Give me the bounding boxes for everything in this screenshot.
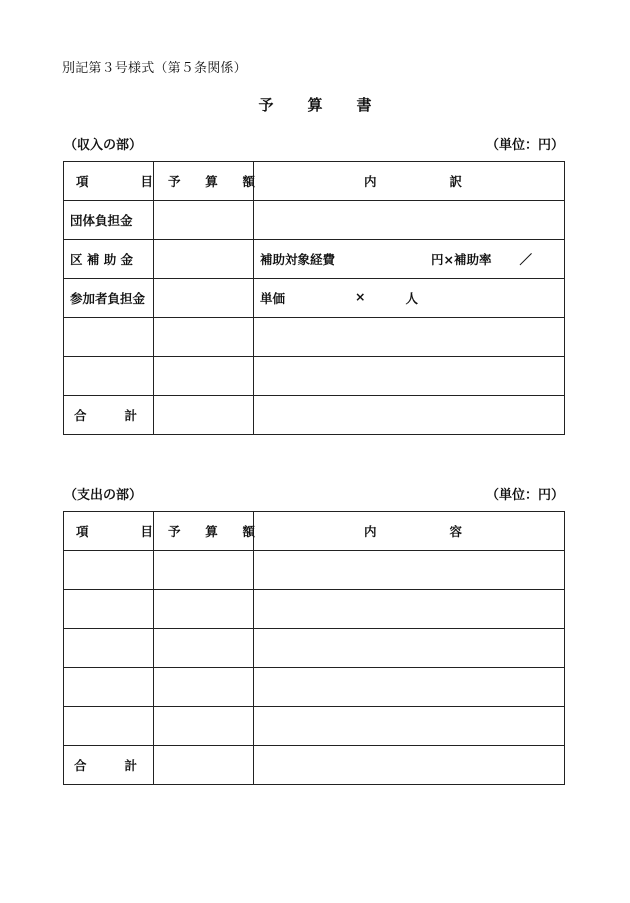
income-unit-label: （単位：円） — [485, 138, 564, 153]
detail-cell[interactable] — [254, 240, 565, 279]
table-row — [64, 279, 565, 318]
table-header-row — [64, 162, 565, 201]
item-cell: 参加者負担金 — [64, 279, 154, 318]
header-detail: 内 訳 — [254, 162, 565, 201]
document-title — [0, 94, 630, 115]
detail-text: ／ — [519, 252, 533, 267]
header-item: 項 目 — [64, 162, 154, 201]
income-section-label: （収入の部） — [64, 138, 143, 153]
item-cell[interactable] — [64, 668, 154, 707]
detail-cell[interactable] — [254, 357, 565, 396]
detail-cell[interactable] — [254, 707, 565, 746]
item-cell[interactable] — [64, 318, 154, 357]
table-row — [64, 201, 565, 240]
total-detail-cell[interactable] — [254, 396, 565, 435]
item-cell: 区 補 助 金 — [64, 240, 154, 279]
detail-cell[interactable] — [254, 201, 565, 240]
income-table — [63, 161, 565, 435]
detail-cell[interactable] — [254, 590, 565, 629]
detail-cell[interactable] — [254, 668, 565, 707]
amount-cell[interactable] — [154, 240, 254, 279]
item-cell[interactable] — [64, 590, 154, 629]
detail-cell[interactable] — [254, 318, 565, 357]
expense-unit-label: （単位：円） — [485, 488, 564, 503]
total-label: 合 計 — [64, 746, 154, 785]
total-amount-cell[interactable] — [154, 396, 254, 435]
amount-cell[interactable] — [154, 318, 254, 357]
total-detail-cell[interactable] — [254, 746, 565, 785]
header-detail: 内 容 — [254, 512, 565, 551]
table-row — [64, 551, 565, 590]
item-cell[interactable] — [64, 551, 154, 590]
amount-cell[interactable] — [154, 590, 254, 629]
amount-cell[interactable] — [154, 201, 254, 240]
total-row — [64, 746, 565, 785]
item-cell[interactable] — [64, 707, 154, 746]
item-cell[interactable] — [64, 629, 154, 668]
detail-text: 人 — [405, 291, 419, 306]
header-amount: 予 算 額 — [154, 512, 254, 551]
amount-cell[interactable] — [154, 629, 254, 668]
detail-text: 円×補助率 — [431, 252, 492, 267]
title-char: 予 — [258, 96, 274, 114]
expense-section-label: （支出の部） — [64, 488, 143, 503]
form-number-label: 別記第３号様式（第５条関係） — [62, 61, 247, 76]
title-char: 書 — [356, 96, 372, 114]
detail-cell[interactable] — [254, 279, 565, 318]
table-header-row — [64, 512, 565, 551]
total-label: 合 計 — [64, 396, 154, 435]
table-row — [64, 240, 565, 279]
detail-text: 補助対象経費 — [260, 252, 336, 267]
expense-table — [63, 511, 565, 785]
header-item: 項 目 — [64, 512, 154, 551]
detail-text: 単価 — [260, 291, 286, 306]
detail-cell[interactable] — [254, 629, 565, 668]
item-cell: 団体負担金 — [64, 201, 154, 240]
table-row — [64, 318, 565, 357]
table-row — [64, 707, 565, 746]
amount-cell[interactable] — [154, 551, 254, 590]
item-cell[interactable] — [64, 357, 154, 396]
total-row — [64, 396, 565, 435]
amount-cell[interactable] — [154, 357, 254, 396]
header-amount: 予 算 額 — [154, 162, 254, 201]
table-row — [64, 590, 565, 629]
detail-text: × — [355, 289, 366, 304]
total-amount-cell[interactable] — [154, 746, 254, 785]
amount-cell[interactable] — [154, 707, 254, 746]
detail-cell[interactable] — [254, 551, 565, 590]
table-row — [64, 668, 565, 707]
table-row — [64, 357, 565, 396]
amount-cell[interactable] — [154, 668, 254, 707]
amount-cell[interactable] — [154, 279, 254, 318]
title-char: 算 — [307, 96, 323, 114]
table-row — [64, 629, 565, 668]
